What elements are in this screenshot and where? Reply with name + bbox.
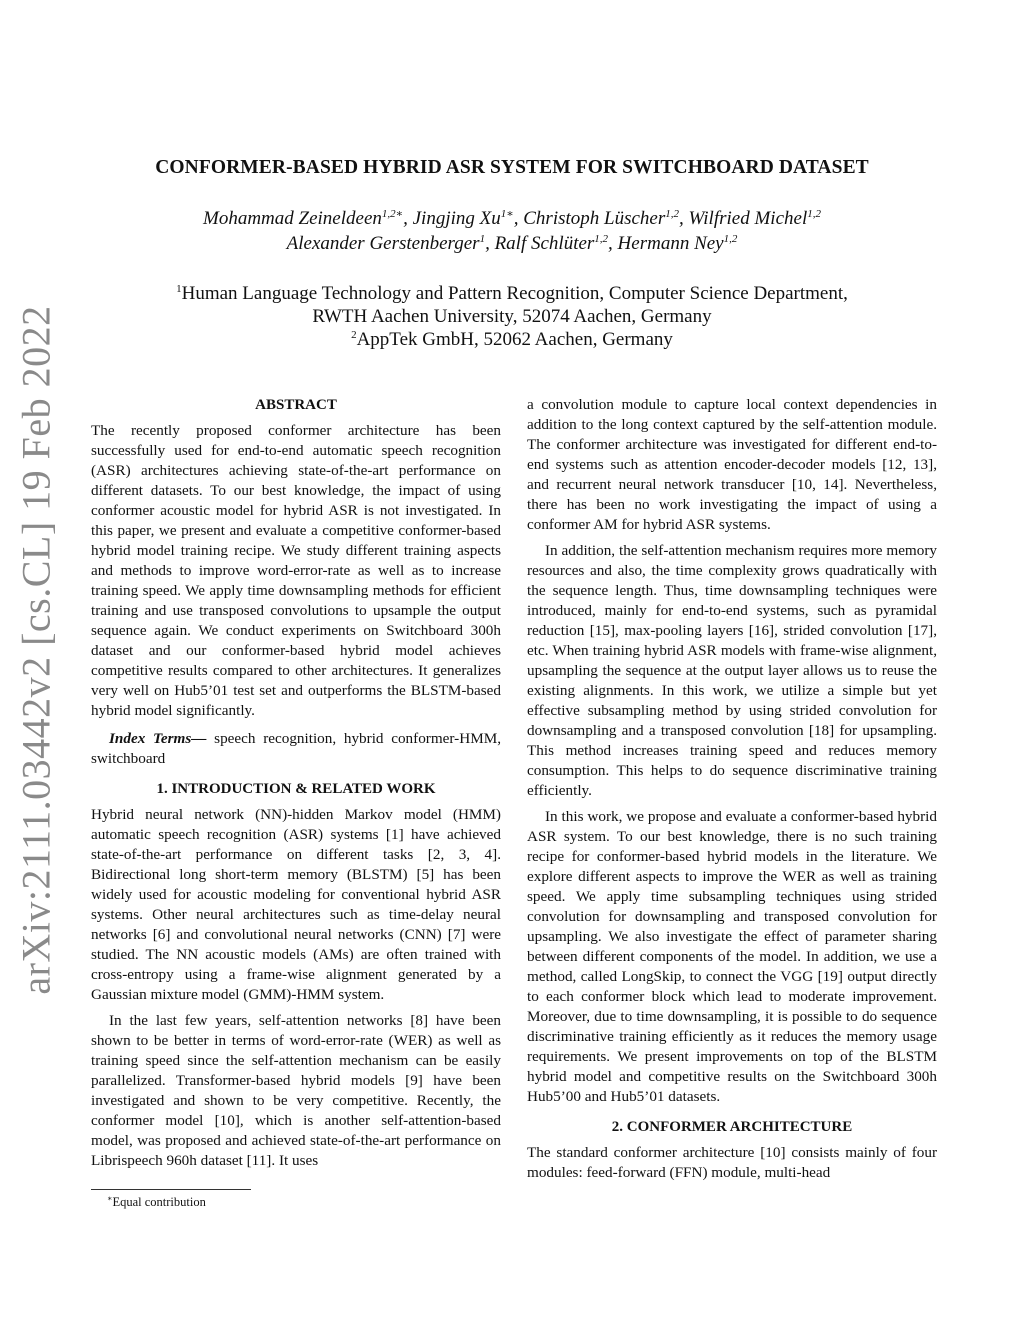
- section-1-paragraph: Hybrid neural network (NN)-hidden Markov model (HMM) automatic speech recognition (ASR) systems [1] have achieved state-of-the-art performance on different tasks [2, 3, 4]. Bidirectional long short-term memory (BLSTM) [5] has been widely used for acoustic modeling for conventional hybrid ASR systems. Other neural architectures such as time-delay neural networks [6] and convolutional neural networks (CNN) [7] were studied. The NN acoustic models (AMs) are often trained with cross-entropy using a frame-wise alignment generated by a Gaussian mixture model (GMM)-HMM system.: [91, 806, 501, 1003]
- left-column: [91, 395, 501, 1171]
- footnote: [107, 1195, 206, 1210]
- affiliation-line: [80, 282, 944, 305]
- abstract-heading: ABSTRACT: [255, 397, 337, 413]
- paper-title: CONFORMER-BASED HYBRID ASR SYSTEM FOR SWITCHBOARD DATASET: [155, 157, 869, 178]
- affiliation-line: [80, 328, 944, 351]
- author-name: Ralf Schlüter: [494, 233, 595, 254]
- arxiv-stamp: [0, 305, 72, 995]
- author-name: Christoph Lüscher: [523, 208, 666, 229]
- section-1-heading: 1. INTRODUCTION & RELATED WORK: [156, 781, 436, 797]
- affiliations: [80, 282, 944, 351]
- affiliation-text: AppTek GmbH, 52062 Aachen, Germany: [356, 329, 673, 350]
- section-1-paragraph: In addition, the self-attention mechanism requires more memory resources and also, the time complexity grows quadratically with the sequence length. Thus, time downsampling techniques were introduced, mainly for end-to-end systems, such as pyramidal reduction [15], max-pooling layers [16], strided convolution [17], etc. When training hybrid ASR models with frame-wise alignment, upsampling the sequence at the output layer allows us to reuse the existing alignments. In this work, we utilize a simple but yet effective subsampling method by using strided convolution for downsampling and a transposed convolution [18] for upsampling. This method increases training speed and reduces memory consumption. This helps to do sequence discriminative training efficiently.: [527, 542, 937, 799]
- index-terms-text: speech recognition, hybrid conformer-HMM, switchboard: [91, 730, 502, 767]
- author-affil-mark: 1∗: [500, 208, 514, 220]
- author-affil-mark: 1: [479, 233, 486, 245]
- author-name: Mohammad Zeineldeen: [203, 208, 382, 229]
- author-line-2: Alexander Gerstenberger$^1$, Ralf Schlüter$^{1,2}$, Hermann Ney$^{1,2}$: [286, 233, 738, 254]
- affil-mark: 1: [176, 283, 182, 295]
- author-affil-mark: 1,2: [594, 233, 609, 245]
- arxiv-id-text: arXiv:2111.03442v2 [cs.CL] 19 Feb 2022: [13, 305, 59, 995]
- section-2-heading: 2. CONFORMER ARCHITECTURE: [611, 1119, 853, 1135]
- affiliation-text: Human Language Technology and Pattern Recognition, Computer Science Department,: [181, 283, 848, 304]
- section-2-paragraph: The standard conformer architecture [10] consists mainly of four modules: feed-forward (FFN) module, multi-head: [527, 1144, 937, 1181]
- affiliation-line: RWTH Aachen University, 52074 Aachen, Germany: [312, 306, 712, 327]
- author-list: [80, 206, 944, 256]
- author-name: Jingjing Xu: [412, 208, 501, 229]
- section-1-paragraph: a convolution module to capture local context dependencies in addition to the long context captured by the self-attention module. The conformer architecture was investigated for different end-to-end systems such as attention encoder-decoder models [12, 13], and recurrent neural network transducer [10, 14]. Nevertheless, there has been no work investigating the impact of using a conformer AM for hybrid ASR systems.: [527, 396, 937, 533]
- index-terms: [91, 729, 501, 769]
- footnote-mark: ∗: [107, 1194, 113, 1203]
- author-affil-mark: 1,2: [665, 208, 679, 220]
- right-column: [527, 395, 937, 1183]
- footnote-text: Equal contribution: [112, 1195, 206, 1209]
- author-affil-mark: 1,2: [807, 208, 821, 220]
- author-name: Hermann Ney: [617, 233, 724, 254]
- abstract-text: The recently proposed conformer architecture has been successfully used for end-to-end automatic speech recognition (ASR) architectures achieving state-of-the-art performance on different datasets. To our best knowledge, the impact of using conformer acoustic model for hybrid ASR is not investigated. In this paper, we present and evaluate a competitive conformer-based hybrid model training recipe. We study different training aspects and methods to improve word-error-rate as well as to increase training speed. We apply time downsampling methods for efficient training and use transposed convolutions to upsample the output sequence again. We conduct experiments on Switchboard 300h dataset and our conformer-based hybrid model achieves competitive results compared to other architectures. It generalizes very well on Hub5’01 test set and outperforms the BLSTM-based hybrid model significantly.: [91, 422, 501, 719]
- affil-mark: 2: [351, 329, 357, 341]
- author-name: Wilfried Michel: [688, 208, 808, 229]
- section-1-paragraph: In this work, we propose and evaluate a conformer-based hybrid ASR system. To our best knowledge, there is no such training recipe for conformer-based hybrid models in the literature. We explore different aspects to improve the WER as well as training speed. We apply time subsampling techniques using strided convolution for downsampling and transposed convolution for upsampling. We also investigate the effect of parameter sharing between different components of the model. In addition, we use a method, called LongSkip, to connect the VGG [19] output directly to each conformer block which lead to moderate improvement. Moreover, due to time downsampling, it is possible to do sequence discriminative training efficiently as it reduces the memory usage requirements. We present improvements on top of the BLSTM hybrid model and competitive results on the Switchboard 300h Hub5’00 and Hub5’01 datasets.: [527, 808, 937, 1105]
- author-line-1: Mohammad Zeineldeen$^{1,2∗}$, Jingjing $Xu^{1∗}$, Christoph Lüscher$^{1,2}$, Wilfried Michel$^{1,2}$: [203, 208, 821, 229]
- author-affil-mark: 1,2: [723, 233, 738, 245]
- author-affil-mark: 1,2∗: [381, 208, 404, 220]
- author-name: Alexander Gerstenberger: [286, 233, 480, 254]
- index-terms-label: Index Terms—: [109, 730, 207, 747]
- section-1-paragraph: In the last few years, self-attention networks [8] have been shown to be better in terms of word-error-rate (WER) as well as training speed since the self-attention mechanism can be easily parallelized. Transformer-based hybrid models [9] have been investigated and shown to be very competitive. Recently, the conformer model [10], which is another self-attention-based model, was proposed and achieved state-of-the-art performance on Librispeech 960h dataset [11]. It uses: [91, 1012, 501, 1169]
- footnote-rule: [91, 1189, 251, 1190]
